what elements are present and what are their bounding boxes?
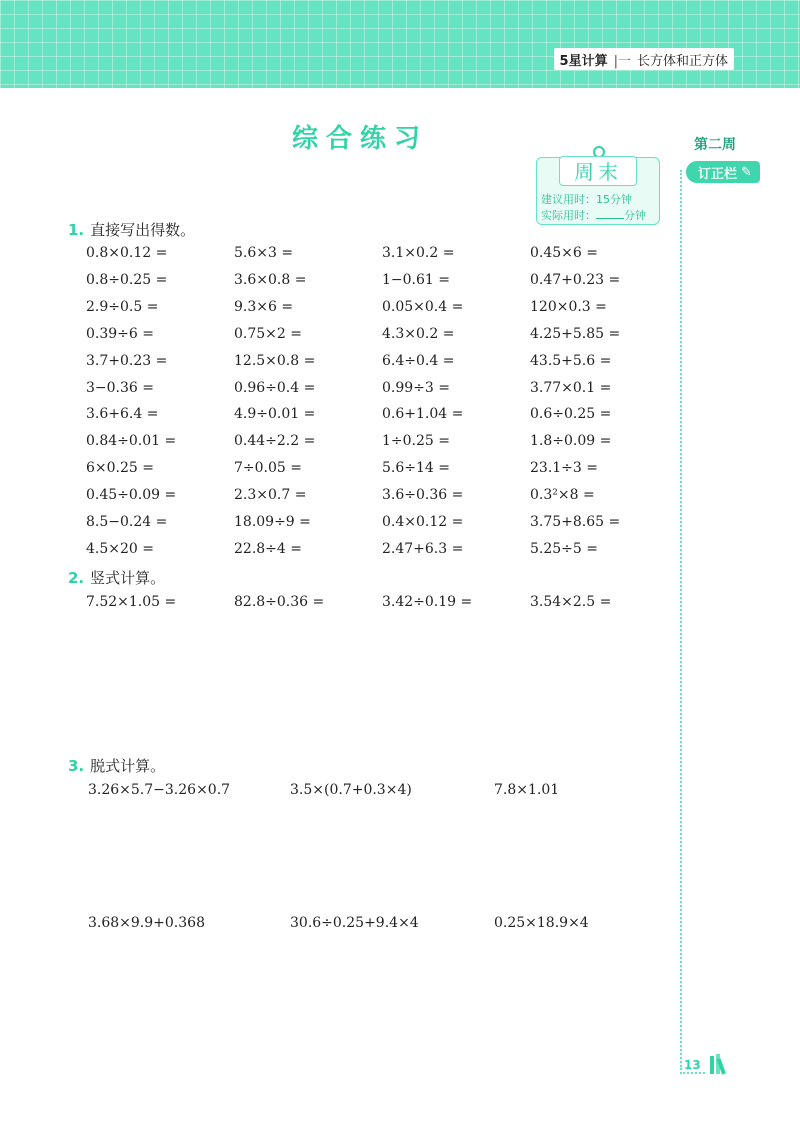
math-problem: 0.39÷6 = [86, 325, 154, 342]
section-3-heading [68, 755, 165, 776]
section-1-number: 1. [68, 221, 85, 239]
math-problem: 0.8÷0.25 = [86, 271, 168, 288]
chapter-title: 长方体和正方体 [636, 53, 728, 69]
page-number: 13 [680, 1058, 705, 1074]
math-problem: 0.8×0.12 = [86, 245, 168, 261]
math-problem: 3.68×9.9+0.368 [88, 915, 205, 931]
math-problem: 3.42÷0.19 = [382, 594, 473, 610]
math-problem: 3.6×0.8 = [234, 271, 307, 288]
math-problem: 23.1÷3 = [530, 460, 598, 477]
books-icon [708, 1052, 738, 1076]
math-problem: 3.77×0.1 = [530, 379, 612, 396]
math-problem: 18.09÷9 = [234, 514, 311, 530]
math-problem: 1.8÷0.09 = [530, 433, 612, 450]
math-problem: 3.6÷0.36 = [382, 487, 464, 504]
weekend-title: 周末 [559, 156, 637, 186]
book-label [554, 48, 734, 70]
math-problem: 3.26×5.7−3.26×0.7 [88, 782, 231, 798]
actual-time-prefix: 实际用时： [541, 209, 596, 222]
header-separator: |一 [613, 53, 631, 69]
math-problem: 4.5×20 = [86, 540, 154, 557]
actual-time-blank[interactable] [596, 208, 624, 219]
math-problem: 9.3×6 = [234, 298, 294, 315]
math-problem: 0.4×0.12 = [382, 514, 464, 530]
suggested-time: 建议用时：15分钟 [541, 193, 632, 206]
math-problem: 7÷0.05 = [234, 460, 302, 477]
weekend-card [536, 157, 660, 225]
math-problem: 0.75×2 = [234, 325, 302, 342]
math-problem: 3.6+6.4 = [86, 406, 159, 423]
math-problem: 43.5+5.6 = [530, 352, 612, 369]
actual-time-suffix: 分钟 [624, 209, 646, 222]
math-problem: 7.52×1.05 = [86, 594, 177, 610]
math-problem: 5.6÷14 = [382, 460, 450, 477]
math-problem: 3.5×(0.7+0.3×4) [290, 782, 412, 798]
math-problem: 4.3×0.2 = [382, 325, 455, 342]
correction-tag [686, 161, 760, 183]
math-problem: 0.05×0.4 = [382, 298, 464, 315]
math-problem: 2.47+6.3 = [382, 540, 464, 557]
math-problem: 4.25+5.85 = [530, 325, 621, 342]
math-problem: 3−0.36 = [86, 379, 154, 396]
correction-label: 订正栏 [698, 166, 738, 182]
correction-divider [680, 170, 682, 1070]
math-problem: 3.7+0.23 = [86, 352, 168, 369]
page-title: 综合练习 [291, 124, 428, 154]
math-problem: 1−0.61 = [382, 271, 450, 288]
math-problem: 3.54×2.5 = [530, 594, 612, 610]
math-problem: 0.96÷0.4 = [234, 379, 316, 396]
math-problem: 6×0.25 = [86, 460, 154, 477]
math-problem: 1÷0.25 = [382, 433, 450, 450]
math-problem: 3.1×0.2 = [382, 245, 455, 261]
math-problem: 0.45×6 = [530, 245, 598, 261]
math-problem: 2.3×0.7 = [234, 487, 307, 504]
math-problem: 8.5−0.24 = [86, 514, 168, 530]
section-2-title: 竖式计算。 [90, 569, 166, 587]
math-problem: 0.99÷3 = [382, 379, 450, 396]
math-problem: 0.45÷0.09 = [86, 487, 177, 504]
pencil-icon: ✎ [741, 164, 752, 180]
math-problem: 5.25÷5 = [530, 540, 598, 557]
math-problem: 82.8÷0.36 = [234, 594, 325, 610]
section-1-heading [68, 219, 195, 240]
math-problem: 0.47+0.23 = [530, 271, 621, 288]
math-problem: 4.9÷0.01 = [234, 406, 316, 423]
math-problem: 2.9÷0.5 = [86, 298, 159, 315]
math-problem: 7.8×1.01 [494, 782, 560, 798]
math-problem: 0.25×18.9×4 [494, 915, 589, 931]
math-problem: 5.6×3 = [234, 245, 294, 261]
math-problem: 6.4÷0.4 = [382, 352, 455, 369]
math-problem: 30.6÷0.25+9.4×4 [290, 915, 419, 931]
section-2-heading [68, 567, 165, 588]
math-problem: 12.5×0.8 = [234, 352, 316, 369]
actual-time [541, 207, 646, 223]
math-problem: 22.8÷4 = [234, 540, 302, 557]
math-problem: 0.6+1.04 = [382, 406, 464, 423]
section-3-number: 3. [68, 757, 85, 775]
section-3-title: 脱式计算。 [90, 757, 166, 775]
math-problem: 0.6÷0.25 = [530, 406, 612, 423]
brand-text: 5星计算 [559, 53, 608, 69]
math-problem: 0.84÷0.01 = [86, 433, 177, 450]
week-label: 第二周 [694, 137, 736, 153]
header-band [0, 0, 800, 88]
section-1-title: 直接写出得数。 [90, 221, 196, 239]
math-problem: 3.75+8.65 = [530, 514, 621, 530]
section-2-number: 2. [68, 569, 85, 587]
math-problem: 120×0.3 = [530, 298, 607, 315]
math-problem: 0.3²×8 = [530, 487, 595, 504]
math-problem: 0.44÷2.2 = [234, 433, 316, 450]
